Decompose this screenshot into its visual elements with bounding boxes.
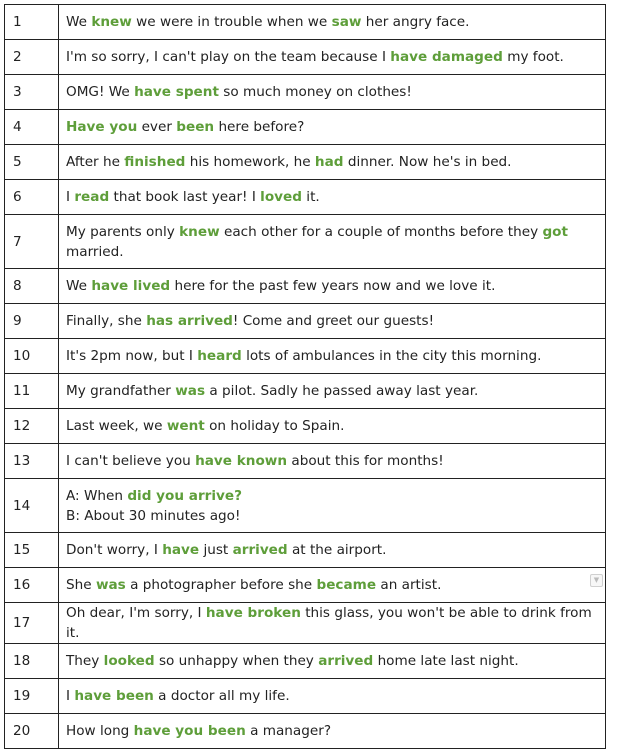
- sentence-text: on holiday to Spain.: [204, 418, 345, 434]
- table-row: [5, 110, 606, 145]
- sentence-text: just: [199, 542, 233, 558]
- highlighted-verb: Have you: [66, 119, 138, 135]
- highlighted-verb: got: [542, 223, 569, 240]
- row-number: 8: [5, 269, 59, 304]
- sentence-text: Last week, we: [66, 418, 167, 434]
- sentence-line: [66, 276, 598, 296]
- sentence-line: [66, 187, 598, 207]
- highlighted-verb: heard: [197, 348, 242, 364]
- sentence-text: We: [66, 278, 92, 294]
- highlighted-verb: have been: [74, 688, 154, 704]
- sentence-text: a pilot. Sadly he passed away last year.: [205, 383, 479, 399]
- table-row: [5, 603, 606, 644]
- sentence-text: B: About 30 minutes ago!: [66, 507, 241, 524]
- highlighted-verb: has arrived: [146, 313, 233, 329]
- sentence-text: we were in trouble when we: [131, 14, 332, 30]
- sentence-text: a photographer before she: [125, 577, 317, 593]
- sentence-text: so unhappy when they: [154, 653, 319, 669]
- sentence-cell: [59, 409, 606, 444]
- table-row: [5, 75, 606, 110]
- highlighted-verb: did you arrive?: [127, 487, 242, 504]
- highlighted-verb: have known: [195, 453, 288, 469]
- highlighted-verb: have spent: [134, 84, 219, 100]
- sentence-line: [66, 82, 598, 102]
- sentence-text: each other for a couple of months before they: [219, 223, 543, 240]
- sentence-text: How long: [66, 723, 134, 739]
- table-row: [5, 479, 606, 533]
- table-row: [5, 374, 606, 409]
- sentence-text: She: [66, 577, 96, 593]
- sentence-text: We: [66, 14, 92, 30]
- table-row: [5, 215, 606, 269]
- highlighted-verb: been: [176, 119, 215, 135]
- highlighted-verb: arrived: [318, 653, 374, 669]
- row-number: 14: [5, 479, 59, 533]
- sentence-cell: [59, 304, 606, 339]
- sentence-line: [66, 346, 598, 366]
- highlighted-verb: loved: [260, 189, 302, 205]
- sentence-line: [66, 721, 598, 741]
- highlighted-verb: was: [95, 577, 126, 593]
- sentence-text: A: When: [66, 487, 128, 504]
- row-number: 17: [5, 603, 59, 644]
- sentence-text: It's 2pm now, but I: [66, 348, 198, 364]
- sentence-text: They: [66, 653, 104, 669]
- sentence-text: here for the past few years now and we love it.: [170, 278, 496, 294]
- sentence-cell: [59, 533, 606, 568]
- highlighted-verb: looked: [103, 653, 155, 669]
- sentence-cell: [59, 110, 606, 145]
- sentence-line: [66, 152, 598, 172]
- sentence-line: [66, 12, 598, 32]
- sentence-line: [66, 222, 598, 242]
- table-row: [5, 40, 606, 75]
- row-number: 13: [5, 444, 59, 479]
- sentence-line: [66, 381, 598, 401]
- sentence-cell: [59, 40, 606, 75]
- table-body: [5, 5, 606, 749]
- table-row: [5, 568, 606, 603]
- table-row: [5, 339, 606, 374]
- highlighted-verb: have broken: [205, 605, 301, 621]
- highlighted-verb: knew: [179, 223, 220, 240]
- sentence-line: [66, 540, 598, 560]
- sentence-text: dinner. Now he's in bed.: [343, 154, 512, 170]
- exercise-table: [4, 4, 606, 749]
- highlighted-verb: have you been: [133, 723, 246, 739]
- highlighted-verb: went: [166, 418, 205, 434]
- sentence-line: [66, 242, 598, 262]
- row-number: 16: [5, 568, 59, 603]
- row-number: 2: [5, 40, 59, 75]
- sentence-cell: [59, 339, 606, 374]
- sentence-text: I'm so sorry, I can't play on the team because I: [66, 49, 391, 65]
- highlighted-verb: finished: [124, 154, 186, 170]
- row-number: 4: [5, 110, 59, 145]
- row-number: 5: [5, 145, 59, 180]
- row-number: 19: [5, 679, 59, 714]
- sentence-text: married.: [66, 243, 124, 260]
- sentence-text: this glass, you won't be able to drink from it.: [66, 605, 592, 641]
- sentence-text: Finally, she: [66, 313, 147, 329]
- sentence-text: My grandfather: [66, 383, 176, 399]
- row-number: 1: [5, 5, 59, 40]
- highlighted-verb: have lived: [91, 278, 171, 294]
- sentence-text: Don't worry, I: [66, 542, 163, 558]
- highlighted-verb: saw: [331, 14, 362, 30]
- table-row: [5, 444, 606, 479]
- highlighted-verb: became: [316, 577, 377, 593]
- sentence-cell: [59, 215, 606, 269]
- sentence-text: My parents only: [66, 223, 180, 240]
- sentence-cell: [59, 145, 606, 180]
- table-row: [5, 304, 606, 339]
- table-row: [5, 533, 606, 568]
- sentence-line: [66, 575, 598, 595]
- dropdown-arrow-icon[interactable]: ▼: [590, 574, 603, 587]
- sentence-line: [66, 416, 598, 436]
- sentence-line: [66, 47, 598, 67]
- sentence-text: her angry face.: [361, 14, 470, 30]
- sentence-text: Oh dear, I'm sorry, I: [66, 605, 206, 621]
- sentence-cell: [59, 603, 606, 644]
- highlighted-verb: knew: [91, 14, 132, 30]
- sentence-text: OMG! We: [66, 84, 135, 100]
- sentence-line: [66, 117, 598, 137]
- highlighted-verb: was: [175, 383, 206, 399]
- row-number: 15: [5, 533, 59, 568]
- sentence-text: it.: [301, 189, 320, 205]
- table-row: [5, 409, 606, 444]
- sentence-text: I: [66, 189, 75, 205]
- sentence-text: home late last night.: [373, 653, 519, 669]
- sentence-text: lots of ambulances in the city this morning.: [241, 348, 542, 364]
- sentence-cell: [59, 444, 606, 479]
- sentence-text: my foot.: [502, 49, 564, 65]
- row-number: 20: [5, 714, 59, 749]
- sentence-line: [66, 451, 598, 471]
- sentence-cell: [59, 5, 606, 40]
- sentence-line: [66, 506, 598, 526]
- sentence-cell: [59, 714, 606, 749]
- table-row: [5, 269, 606, 304]
- row-number: 11: [5, 374, 59, 409]
- sentence-text: here before?: [214, 119, 305, 135]
- highlighted-verb: have damaged: [390, 49, 503, 65]
- sentence-cell: [59, 269, 606, 304]
- highlighted-verb: had: [314, 154, 344, 170]
- sentence-line: [66, 686, 598, 706]
- row-number: 10: [5, 339, 59, 374]
- sentence-line: [66, 603, 598, 643]
- sentence-line: [66, 651, 598, 671]
- row-number: 9: [5, 304, 59, 339]
- row-number: 3: [5, 75, 59, 110]
- table-row: [5, 180, 606, 215]
- sentence-text: a doctor all my life.: [153, 688, 290, 704]
- sentence-text: a manager?: [245, 723, 332, 739]
- sentence-line: [66, 486, 598, 506]
- table-row: [5, 644, 606, 679]
- sentence-cell: [59, 374, 606, 409]
- highlighted-verb: read: [74, 189, 110, 205]
- sentence-cell: [59, 568, 606, 603]
- table-row: [5, 145, 606, 180]
- row-number: 6: [5, 180, 59, 215]
- table-row: [5, 714, 606, 749]
- highlighted-verb: have: [162, 542, 200, 558]
- sentence-text: I can't believe you: [66, 453, 196, 469]
- sentence-text: After he: [66, 154, 125, 170]
- sentence-cell: [59, 75, 606, 110]
- sentence-cell: [59, 180, 606, 215]
- sentence-text: that book last year! I: [109, 189, 261, 205]
- table-row: [5, 5, 606, 40]
- sentence-text: ! Come and greet our guests!: [232, 313, 435, 329]
- table-row: [5, 679, 606, 714]
- sentence-text: his homework, he: [185, 154, 315, 170]
- sentence-cell: [59, 679, 606, 714]
- highlighted-verb: arrived: [232, 542, 288, 558]
- sentence-text: I: [66, 688, 75, 704]
- sentence-text: so much money on clothes!: [218, 84, 412, 100]
- row-number: 12: [5, 409, 59, 444]
- sentence-text: at the airport.: [287, 542, 387, 558]
- sentence-cell: [59, 479, 606, 533]
- sentence-cell: [59, 644, 606, 679]
- sentence-text: about this for months!: [287, 453, 444, 469]
- sentence-line: [66, 311, 598, 331]
- sentence-text: an artist.: [376, 577, 442, 593]
- sentence-text: ever: [137, 119, 177, 135]
- row-number: 18: [5, 644, 59, 679]
- row-number: 7: [5, 215, 59, 269]
